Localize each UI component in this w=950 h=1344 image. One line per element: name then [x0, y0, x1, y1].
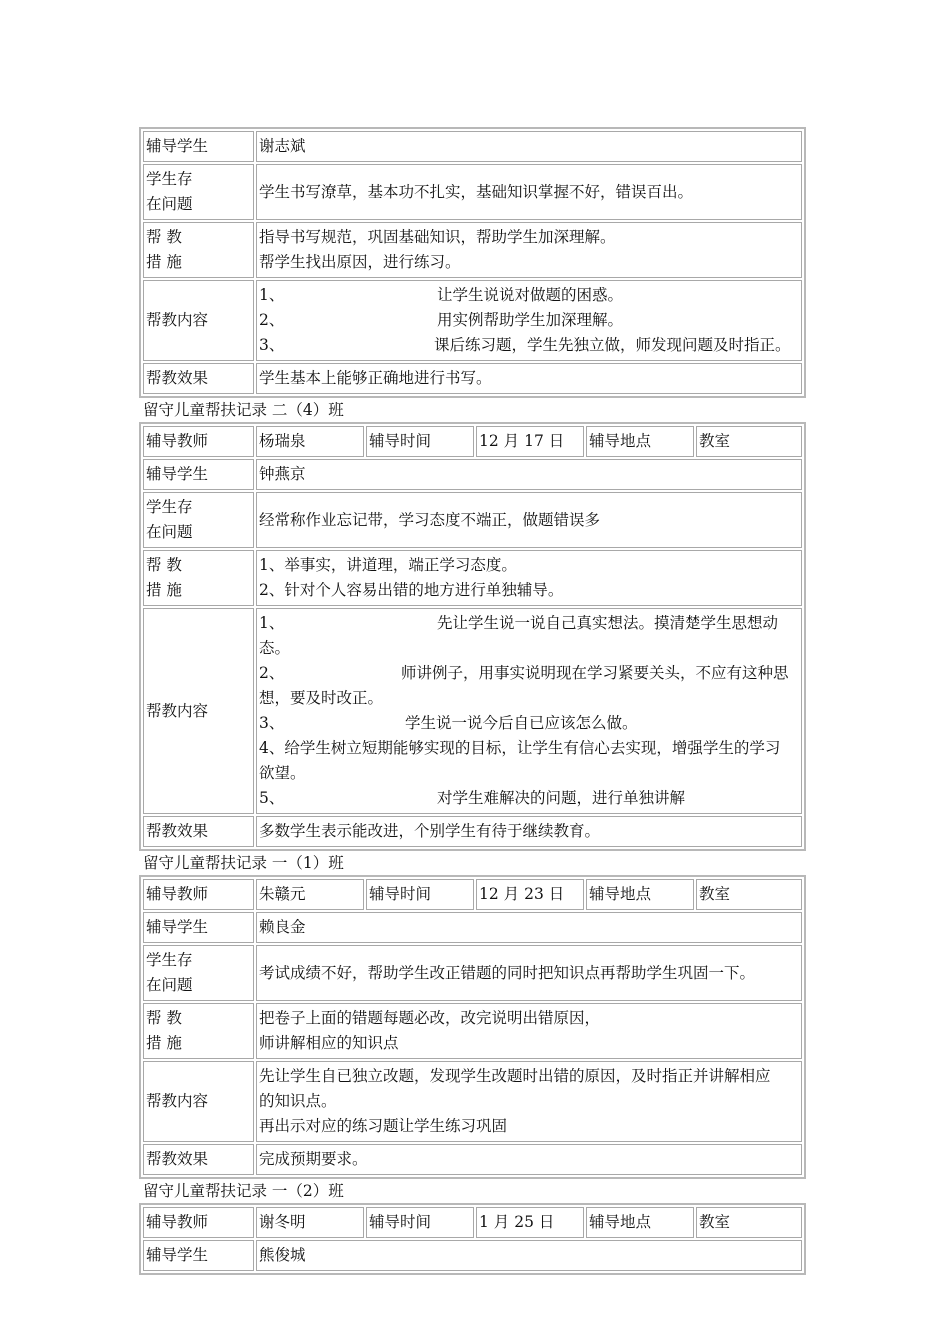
table-row: [143, 1003, 802, 1059]
place-value: 教室: [696, 1207, 802, 1238]
table-row: [143, 222, 802, 278]
measure-value: [256, 550, 802, 606]
content-value: [256, 1061, 802, 1142]
label-line: 在问题: [146, 523, 193, 541]
table-row: [143, 363, 802, 394]
measure-line: 把卷子上面的错题每题必改，改完说明出错原因，: [259, 1009, 601, 1027]
student-value: 赖良金: [256, 912, 802, 943]
content-line: 3、 课后练习题，学生先独立做，师发现问题及时指正。: [259, 336, 791, 354]
table-row: [143, 608, 802, 814]
time-value: 12 月 23 日: [476, 879, 584, 910]
table-row: [143, 280, 802, 361]
teacher-value: 谢冬明: [256, 1207, 364, 1238]
label-line: 在问题: [146, 976, 193, 994]
effect-value: 完成预期要求。: [256, 1144, 802, 1175]
student-label: 辅导学生: [143, 1240, 254, 1271]
student-label: 辅导学生: [143, 459, 254, 490]
measure-line: 指导书写规范，巩固基础知识，帮助学生加深理解。: [259, 228, 616, 246]
student-value: 熊俊城: [256, 1240, 802, 1271]
measure-line: 1、举事实，讲道理，端正学习态度。: [259, 556, 517, 574]
label-line: 在问题: [146, 195, 193, 213]
table-row: [143, 816, 802, 847]
place-label: 辅导地点: [586, 426, 694, 457]
record-table-4: [139, 1203, 806, 1275]
time-label: 辅导时间: [366, 426, 474, 457]
record-title: 留守儿童帮扶记录 一（1）班: [143, 854, 344, 872]
content-value: [256, 280, 802, 361]
place-value: 教室: [696, 879, 802, 910]
effect-label: 帮教效果: [143, 816, 254, 847]
document-page: [139, 127, 806, 1275]
measure-value: [256, 222, 802, 278]
content-value: [256, 608, 802, 814]
content-line: 2、 用实例帮助学生加深理解。: [259, 311, 624, 329]
measure-line: 师讲解相应的知识点: [259, 1034, 399, 1052]
record-table-1: [139, 127, 806, 398]
label-line: 帮 教: [146, 556, 182, 574]
teacher-label: 辅导教师: [143, 426, 254, 457]
student-label: 辅导学生: [143, 131, 254, 162]
label-line: 学生存: [146, 951, 193, 969]
table-row: [143, 492, 802, 548]
table-row: [143, 164, 802, 220]
table-row: [143, 550, 802, 606]
student-value: 钟燕京: [256, 459, 802, 490]
measure-label: [143, 550, 254, 606]
place-value: 教室: [696, 426, 802, 457]
time-value: 12 月 17 日: [476, 426, 584, 457]
label-line: 帮 教: [146, 1009, 182, 1027]
content-label: 帮教内容: [143, 280, 254, 361]
content-label: 帮教内容: [143, 1061, 254, 1142]
label-line: 措 施: [146, 253, 182, 271]
teacher-label: 辅导教师: [143, 879, 254, 910]
effect-value: 多数学生表示能改进，个别学生有待于继续教育。: [256, 816, 802, 847]
measure-label: [143, 1003, 254, 1059]
teacher-value: 朱赣元: [256, 879, 364, 910]
record-title: 留守儿童帮扶记录 二（4）班: [143, 401, 344, 419]
table-row: [143, 879, 802, 910]
problem-label: [143, 945, 254, 1001]
content-line: 1、 让学生说说对做题的困惑。: [259, 286, 624, 304]
student-label: 辅导学生: [143, 912, 254, 943]
content-line: 欲望。: [259, 764, 306, 782]
record-table-2: [139, 422, 806, 851]
content-line: 的知识点。: [259, 1092, 337, 1110]
label-line: 措 施: [146, 1034, 182, 1052]
time-label: 辅导时间: [366, 879, 474, 910]
problem-value: 学生书写潦草，基本功不扎实，基础知识掌握不好，错误百出。: [256, 164, 802, 220]
content-line: 态。: [259, 639, 291, 657]
content-line: 3、 学生说一说今后自已应该怎么做。: [259, 714, 638, 732]
measure-line: 帮学生找出原因，进行练习。: [259, 253, 461, 271]
content-line: 5、 对学生难解决的问题，进行单独讲解: [259, 789, 686, 807]
problem-value: 经常称作业忘记带，学习态度不端正，做题错误多: [256, 492, 802, 548]
label-line: 帮 教: [146, 228, 182, 246]
effect-value: 学生基本上能够正确地进行书写。: [256, 363, 802, 394]
table-row: [143, 426, 802, 457]
content-line: 2、 师讲例子，用事实说明现在学习紧要关头，不应有这种思: [259, 664, 789, 682]
measure-line: 2、针对个人容易出错的地方进行单独辅导。: [259, 581, 564, 599]
record-table-3: [139, 875, 806, 1179]
teacher-value: 杨瑞泉: [256, 426, 364, 457]
content-line: 1、 先让学生说一说自己真实想法。摸清楚学生思想动: [259, 614, 779, 632]
place-label: 辅导地点: [586, 1207, 694, 1238]
teacher-label: 辅导教师: [143, 1207, 254, 1238]
measure-label: [143, 222, 254, 278]
content-line: 先让学生自已独立改题，发现学生改题时出错的原因，及时指正并讲解相应: [259, 1067, 771, 1085]
label-line: 措 施: [146, 581, 182, 599]
time-label: 辅导时间: [366, 1207, 474, 1238]
label-line: 学生存: [146, 498, 193, 516]
effect-label: 帮教效果: [143, 1144, 254, 1175]
place-label: 辅导地点: [586, 879, 694, 910]
table-row: [143, 1207, 802, 1238]
content-line: 4、给学生树立短期能够实现的目标，让学生有信心去实现，增强学生的学习: [259, 739, 781, 757]
table-row: [143, 1061, 802, 1142]
label-line: 学生存: [146, 170, 193, 188]
problem-label: [143, 492, 254, 548]
table-row: [143, 459, 802, 490]
table-row: [143, 131, 802, 162]
record-title: 留守儿童帮扶记录 一（2）班: [143, 1182, 344, 1200]
table-row: [143, 1144, 802, 1175]
effect-label: 帮教效果: [143, 363, 254, 394]
table-row: [143, 1240, 802, 1271]
problem-label: [143, 164, 254, 220]
student-value: 谢志斌: [256, 131, 802, 162]
content-label: 帮教内容: [143, 608, 254, 814]
content-line: 再出示对应的练习题让学生练习巩固: [259, 1117, 508, 1135]
measure-value: [256, 1003, 802, 1059]
table-row: [143, 945, 802, 1001]
problem-value: 考试成绩不好，帮助学生改正错题的同时把知识点再帮助学生巩固一下。: [256, 945, 802, 1001]
content-line: 想，要及时改正。: [259, 689, 384, 707]
table-row: [143, 912, 802, 943]
time-value: 1 月 25 日: [476, 1207, 584, 1238]
